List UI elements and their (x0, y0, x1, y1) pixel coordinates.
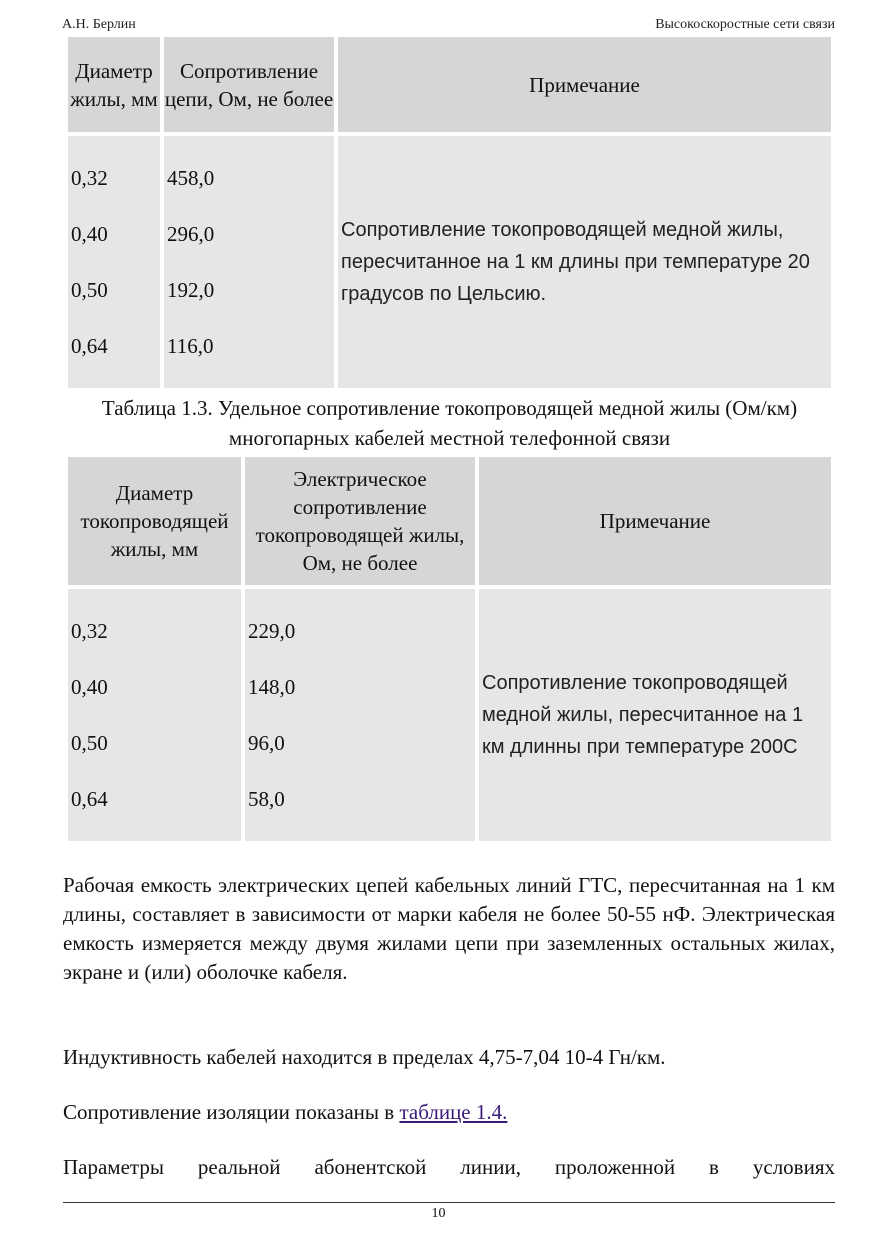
note-cell (338, 136, 831, 388)
resistance-column (245, 589, 475, 841)
resistance-value: 116,0 (167, 334, 214, 358)
resistance-value: 96,0 (248, 731, 285, 755)
table-row (68, 589, 831, 841)
diameter-value: 0,32 (71, 166, 108, 190)
resistance-value: 58,0 (248, 787, 285, 811)
paragraph-line-parameters: Параметры реальной абонентской линии, проложенной в условиях (63, 1155, 835, 1179)
diameter-value: 0,64 (71, 787, 108, 811)
header-resistance: Электрическое сопротивление токопроводящей жилы, Ом, не более (245, 457, 475, 585)
diameter-value: 0,40 (71, 222, 108, 246)
paragraph-insulation-text: Сопротивление изоляции показаны в (63, 1100, 400, 1124)
table-header-row (68, 457, 831, 585)
table-caption: Таблица 1.3. Удельное сопротивление токопроводящей медной жилы (Ом/км) многопарных кабелей местной телефонной связи (101, 396, 798, 450)
note-text: Сопротивление токопроводящей медной жилы, пересчитанное на 1 км длинны при температуре 200С (482, 672, 804, 758)
paragraph-inductance: Индуктивность кабелей находится в пределах 4,75-7,04 10-4 Гн/км. (63, 1045, 666, 1069)
resistance-value: 296,0 (167, 222, 215, 246)
table-header-row (68, 37, 831, 132)
resistance-value: 229,0 (248, 619, 296, 643)
header-note: Примечание (479, 457, 831, 585)
paragraph-insulation (63, 1098, 835, 1127)
resistance-table-1 (64, 33, 835, 392)
resistance-column (164, 136, 334, 388)
resistance-value: 192,0 (167, 278, 215, 302)
header-diameter: Диаметр токопроводящей жилы, мм (68, 457, 241, 585)
paragraph-capacitance: Рабочая емкость электрических цепей кабельных линий ГТС, пересчитанная на 1 км длины, составляет в зависимости от марки кабеля не более 50-55 нФ. Электрическая емкость измеряется между двумя жилами цепи при заземленных остальных жилах, экране и (или) оболочке кабеля. (63, 873, 835, 984)
diameter-column (68, 589, 241, 841)
diameter-value: 0,50 (71, 731, 108, 755)
running-header-author: А.Н. Берлин (62, 17, 136, 32)
diameter-value: 0,64 (71, 334, 108, 358)
running-header-title: Высокоскоростные сети связи (655, 17, 835, 32)
note-cell (479, 589, 831, 841)
header-resistance: Сопротивление цепи, Ом, не более (164, 37, 334, 132)
page-number: 10 (431, 1206, 446, 1221)
resistance-table-2 (64, 453, 835, 845)
footer-divider (63, 1202, 835, 1203)
header-note: Примечание (338, 37, 831, 132)
diameter-value: 0,50 (71, 278, 108, 302)
diameter-value: 0,32 (71, 619, 108, 643)
resistance-value: 458,0 (167, 166, 215, 190)
header-diameter: Диаметр жилы, мм (68, 37, 160, 132)
note-text: Сопротивление токопроводящей медной жилы, пересчитанное на 1 км длины при температуре 20 градусов по Цельсию. (341, 219, 810, 305)
table-1-4-link[interactable]: таблице 1.4. (399, 1100, 508, 1124)
diameter-value: 0,40 (71, 675, 108, 699)
resistance-value: 148,0 (248, 675, 296, 699)
table-row (68, 136, 831, 388)
diameter-column (68, 136, 160, 388)
